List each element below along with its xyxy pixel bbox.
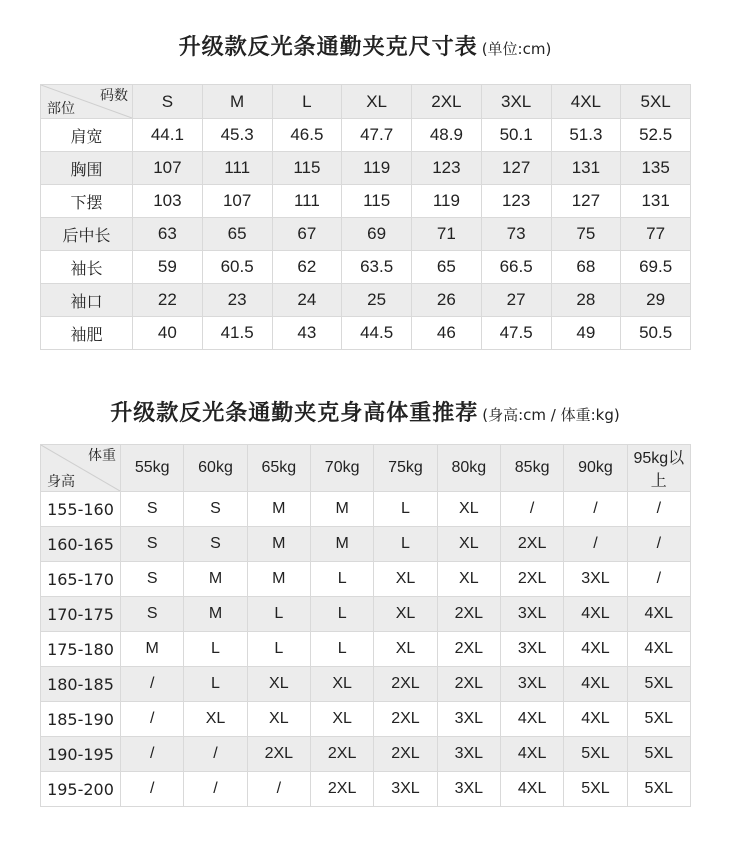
recommendation-cell: 5XL bbox=[564, 772, 627, 807]
size-chart-cell: 23 bbox=[202, 284, 272, 317]
recommendation-row-label: 165-170 bbox=[41, 562, 121, 597]
recommendation-row bbox=[41, 632, 691, 667]
recommendation-row bbox=[41, 772, 691, 807]
recommendation-column-header: 70kg bbox=[310, 445, 373, 492]
recommendation-cell: / bbox=[121, 772, 184, 807]
recommendation-cell: M bbox=[310, 492, 373, 527]
recommendation-cell: 4XL bbox=[564, 667, 627, 702]
recommendation-cell: 2XL bbox=[374, 667, 437, 702]
recommendation-table bbox=[40, 444, 691, 807]
recommendation-cell: 4XL bbox=[564, 597, 627, 632]
recommendation-cell: L bbox=[247, 597, 310, 632]
recommendation-cell: 3XL bbox=[374, 772, 437, 807]
recommendation-cell: / bbox=[627, 527, 690, 562]
recommendation-column-header: 95kg以上 bbox=[627, 445, 690, 492]
size-chart-row-label: 袖长 bbox=[41, 251, 133, 284]
size-chart-unit: (单位:cm) bbox=[481, 40, 552, 58]
size-chart-row bbox=[41, 317, 691, 350]
recommendation-cell: L bbox=[310, 562, 373, 597]
recommendation-cell: 2XL bbox=[500, 562, 563, 597]
recommendation-row bbox=[41, 597, 691, 632]
size-chart-cell: 44.5 bbox=[342, 317, 412, 350]
recommendation-column-header: 55kg bbox=[121, 445, 184, 492]
recommendation-row-label: 170-175 bbox=[41, 597, 121, 632]
recommendation-chart-title bbox=[0, 396, 730, 427]
recommendation-row bbox=[41, 527, 691, 562]
size-chart-cell: 27 bbox=[481, 284, 551, 317]
size-chart-column-header: XL bbox=[342, 85, 412, 119]
recommendation-cell: S bbox=[121, 527, 184, 562]
recommendation-cell: M bbox=[247, 527, 310, 562]
recommendation-cell: / bbox=[121, 667, 184, 702]
recommendation-row bbox=[41, 737, 691, 772]
size-chart-cell: 75 bbox=[551, 218, 621, 251]
size-chart-cell: 135 bbox=[621, 152, 691, 185]
recommendation-cell: XL bbox=[247, 702, 310, 737]
size-chart-column-header: 5XL bbox=[621, 85, 691, 119]
size-chart-cell: 115 bbox=[342, 185, 412, 218]
recommendation-cell: 4XL bbox=[500, 737, 563, 772]
size-chart-cell: 73 bbox=[481, 218, 551, 251]
size-chart-column-header: S bbox=[133, 85, 203, 119]
recommendation-corner-top-label: 体重 bbox=[88, 448, 116, 464]
size-chart-cell: 50.1 bbox=[481, 119, 551, 152]
recommendation-corner-cell bbox=[41, 445, 121, 492]
size-chart-cell: 60.5 bbox=[202, 251, 272, 284]
size-chart-cell: 41.5 bbox=[202, 317, 272, 350]
size-chart-row-label: 袖肥 bbox=[41, 317, 133, 350]
size-chart-cell: 43 bbox=[272, 317, 342, 350]
recommendation-cell: M bbox=[310, 527, 373, 562]
recommendation-cell: 4XL bbox=[627, 632, 690, 667]
recommendation-cell: S bbox=[121, 492, 184, 527]
recommendation-cell: XL bbox=[437, 527, 500, 562]
recommendation-cell: 5XL bbox=[627, 772, 690, 807]
size-chart-cell: 48.9 bbox=[412, 119, 482, 152]
size-chart-cell: 51.3 bbox=[551, 119, 621, 152]
size-chart-column-header: 4XL bbox=[551, 85, 621, 119]
recommendation-cell: 2XL bbox=[437, 597, 500, 632]
size-chart-cell: 50.5 bbox=[621, 317, 691, 350]
recommendation-cell: 3XL bbox=[500, 632, 563, 667]
recommendation-row-label: 175-180 bbox=[41, 632, 121, 667]
size-chart-cell: 111 bbox=[272, 185, 342, 218]
recommendation-cell: 3XL bbox=[500, 667, 563, 702]
size-chart-cell: 44.1 bbox=[133, 119, 203, 152]
recommendation-cell: M bbox=[247, 492, 310, 527]
size-chart-cell: 63 bbox=[133, 218, 203, 251]
recommendation-cell: L bbox=[184, 667, 247, 702]
size-chart-column-header: 3XL bbox=[481, 85, 551, 119]
recommendation-corner-bottom-label: 身高 bbox=[47, 474, 75, 490]
recommendation-cell: 3XL bbox=[437, 737, 500, 772]
recommendation-cell: 2XL bbox=[310, 772, 373, 807]
recommendation-row-label: 185-190 bbox=[41, 702, 121, 737]
size-chart-row bbox=[41, 251, 691, 284]
size-chart-cell: 71 bbox=[412, 218, 482, 251]
recommendation-column-header: 60kg bbox=[184, 445, 247, 492]
size-chart-cell: 127 bbox=[551, 185, 621, 218]
size-chart-cell: 46.5 bbox=[272, 119, 342, 152]
recommendation-row bbox=[41, 492, 691, 527]
recommendation-cell: XL bbox=[310, 667, 373, 702]
recommendation-cell: 5XL bbox=[627, 702, 690, 737]
size-chart-title-text: 升级款反光条通勤夹克尺寸表 bbox=[178, 35, 478, 60]
recommendation-cell: M bbox=[184, 597, 247, 632]
recommendation-cell: 5XL bbox=[627, 667, 690, 702]
size-chart-cell: 62 bbox=[272, 251, 342, 284]
recommendation-cell: XL bbox=[437, 492, 500, 527]
recommendation-chart-title-text: 升级款反光条通勤夹克身高体重推荐 bbox=[110, 401, 479, 426]
size-chart-cell: 26 bbox=[412, 284, 482, 317]
size-chart-row-label: 下摆 bbox=[41, 185, 133, 218]
size-chart-row bbox=[41, 119, 691, 152]
recommendation-cell: 3XL bbox=[437, 772, 500, 807]
recommendation-header-row bbox=[41, 445, 691, 492]
recommendation-cell: S bbox=[184, 492, 247, 527]
size-chart-cell: 45.3 bbox=[202, 119, 272, 152]
recommendation-cell: XL bbox=[374, 562, 437, 597]
recommendation-column-header: 75kg bbox=[374, 445, 437, 492]
size-chart-row-label: 肩宽 bbox=[41, 119, 133, 152]
recommendation-cell: / bbox=[564, 527, 627, 562]
recommendation-cell: 2XL bbox=[437, 667, 500, 702]
recommendation-cell: XL bbox=[374, 632, 437, 667]
size-chart-cell: 59 bbox=[133, 251, 203, 284]
size-chart-cell: 25 bbox=[342, 284, 412, 317]
size-chart-column-header: M bbox=[202, 85, 272, 119]
recommendation-cell: L bbox=[247, 632, 310, 667]
recommendation-row bbox=[41, 702, 691, 737]
size-chart-cell: 63.5 bbox=[342, 251, 412, 284]
size-chart-cell: 29 bbox=[621, 284, 691, 317]
recommendation-cell: L bbox=[374, 527, 437, 562]
recommendation-cell: L bbox=[310, 597, 373, 632]
size-chart-corner-top-label: 码数 bbox=[100, 88, 128, 104]
recommendation-cell: 4XL bbox=[627, 597, 690, 632]
size-chart-cell: 107 bbox=[202, 185, 272, 218]
size-chart-row bbox=[41, 185, 691, 218]
recommendation-column-header: 65kg bbox=[247, 445, 310, 492]
recommendation-row-label: 155-160 bbox=[41, 492, 121, 527]
size-chart-cell: 127 bbox=[481, 152, 551, 185]
size-chart-title bbox=[0, 30, 730, 61]
recommendation-cell: XL bbox=[310, 702, 373, 737]
recommendation-cell: 4XL bbox=[500, 772, 563, 807]
size-chart-cell: 111 bbox=[202, 152, 272, 185]
recommendation-row bbox=[41, 667, 691, 702]
size-chart-cell: 123 bbox=[412, 152, 482, 185]
size-chart-cell: 107 bbox=[133, 152, 203, 185]
recommendation-cell: L bbox=[184, 632, 247, 667]
size-chart-cell: 67 bbox=[272, 218, 342, 251]
recommendation-row bbox=[41, 562, 691, 597]
recommendation-row-label: 190-195 bbox=[41, 737, 121, 772]
size-chart-row-label: 后中长 bbox=[41, 218, 133, 251]
size-chart-cell: 119 bbox=[412, 185, 482, 218]
size-chart-row bbox=[41, 284, 691, 317]
recommendation-cell: / bbox=[184, 772, 247, 807]
recommendation-cell: 3XL bbox=[564, 562, 627, 597]
size-chart-cell: 131 bbox=[621, 185, 691, 218]
recommendation-cell: 2XL bbox=[310, 737, 373, 772]
size-chart-corner-cell bbox=[41, 85, 133, 119]
recommendation-cell: / bbox=[184, 737, 247, 772]
recommendation-cell: XL bbox=[374, 597, 437, 632]
size-chart-cell: 123 bbox=[481, 185, 551, 218]
recommendation-cell: / bbox=[121, 737, 184, 772]
size-chart-cell: 69 bbox=[342, 218, 412, 251]
recommendation-cell: / bbox=[247, 772, 310, 807]
size-chart-cell: 24 bbox=[272, 284, 342, 317]
recommendation-cell: 5XL bbox=[564, 737, 627, 772]
recommendation-column-header: 80kg bbox=[437, 445, 500, 492]
recommendation-cell: 4XL bbox=[564, 702, 627, 737]
recommendation-column-header: 85kg bbox=[500, 445, 563, 492]
size-chart-cell: 66.5 bbox=[481, 251, 551, 284]
size-chart-cell: 22 bbox=[133, 284, 203, 317]
recommendation-cell: / bbox=[627, 492, 690, 527]
recommendation-cell: 2XL bbox=[247, 737, 310, 772]
recommendation-cell: 4XL bbox=[564, 632, 627, 667]
size-chart-column-header: 2XL bbox=[412, 85, 482, 119]
recommendation-row-label: 180-185 bbox=[41, 667, 121, 702]
recommendation-cell: XL bbox=[247, 667, 310, 702]
recommendation-cell: 4XL bbox=[500, 702, 563, 737]
size-chart-column-header: L bbox=[272, 85, 342, 119]
size-chart-cell: 131 bbox=[551, 152, 621, 185]
recommendation-cell: S bbox=[121, 597, 184, 632]
size-chart-cell: 69.5 bbox=[621, 251, 691, 284]
recommendation-cell: XL bbox=[437, 562, 500, 597]
size-chart-table bbox=[40, 84, 691, 350]
size-chart-cell: 68 bbox=[551, 251, 621, 284]
recommendation-chart-unit: (身高:cm / 体重:kg) bbox=[482, 406, 620, 424]
size-chart-cell: 119 bbox=[342, 152, 412, 185]
recommendation-row-label: 195-200 bbox=[41, 772, 121, 807]
size-chart-cell: 65 bbox=[412, 251, 482, 284]
size-chart-cell: 47.5 bbox=[481, 317, 551, 350]
recommendation-cell: / bbox=[627, 562, 690, 597]
recommendation-cell: M bbox=[184, 562, 247, 597]
recommendation-cell: 2XL bbox=[374, 702, 437, 737]
size-chart-cell: 65 bbox=[202, 218, 272, 251]
recommendation-cell: 5XL bbox=[627, 737, 690, 772]
recommendation-cell: 3XL bbox=[500, 597, 563, 632]
recommendation-row-label: 160-165 bbox=[41, 527, 121, 562]
size-chart-row-label: 胸围 bbox=[41, 152, 133, 185]
size-chart-row bbox=[41, 152, 691, 185]
recommendation-column-header: 90kg bbox=[564, 445, 627, 492]
recommendation-cell: L bbox=[310, 632, 373, 667]
size-chart-header-row bbox=[41, 85, 691, 119]
recommendation-cell: L bbox=[374, 492, 437, 527]
size-chart-cell: 49 bbox=[551, 317, 621, 350]
recommendation-cell: M bbox=[121, 632, 184, 667]
size-chart-row-label: 袖口 bbox=[41, 284, 133, 317]
size-chart-cell: 47.7 bbox=[342, 119, 412, 152]
recommendation-cell: XL bbox=[184, 702, 247, 737]
size-chart-cell: 40 bbox=[133, 317, 203, 350]
size-chart-cell: 115 bbox=[272, 152, 342, 185]
recommendation-cell: / bbox=[564, 492, 627, 527]
recommendation-cell: 2XL bbox=[374, 737, 437, 772]
size-chart-row bbox=[41, 218, 691, 251]
recommendation-cell: 3XL bbox=[437, 702, 500, 737]
recommendation-cell: / bbox=[500, 492, 563, 527]
size-chart-cell: 52.5 bbox=[621, 119, 691, 152]
size-chart-corner-bottom-label: 部位 bbox=[47, 101, 75, 117]
recommendation-cell: 2XL bbox=[500, 527, 563, 562]
recommendation-cell: S bbox=[184, 527, 247, 562]
size-chart-cell: 103 bbox=[133, 185, 203, 218]
size-chart-cell: 46 bbox=[412, 317, 482, 350]
recommendation-cell: / bbox=[121, 702, 184, 737]
size-chart-cell: 28 bbox=[551, 284, 621, 317]
recommendation-cell: M bbox=[247, 562, 310, 597]
recommendation-cell: 2XL bbox=[437, 632, 500, 667]
size-chart-cell: 77 bbox=[621, 218, 691, 251]
recommendation-cell: S bbox=[121, 562, 184, 597]
